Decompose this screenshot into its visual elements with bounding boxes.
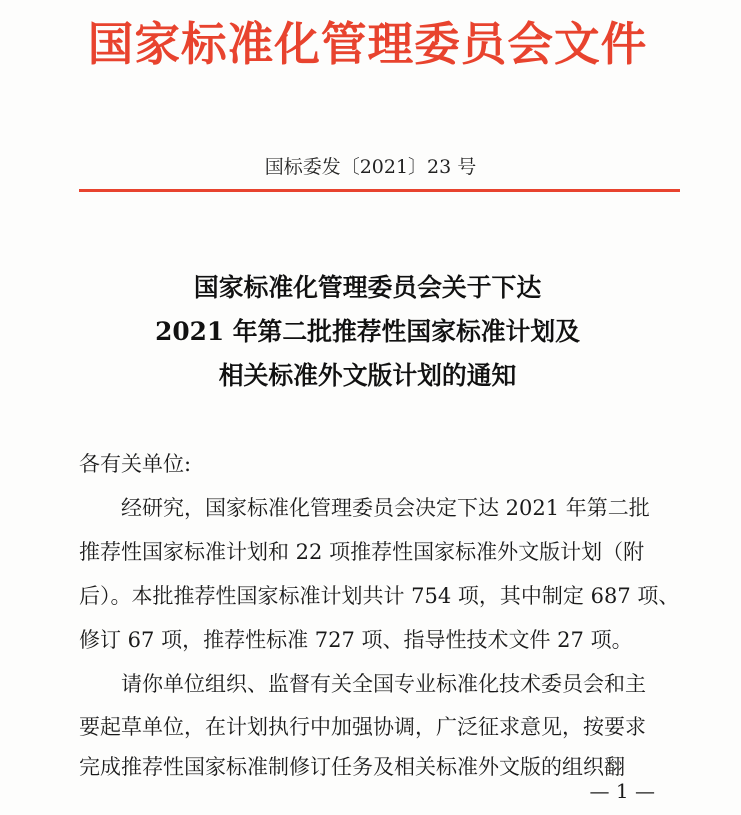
document-number: 国标委发〔2021〕23 号 — [264, 156, 477, 178]
page-number: — 1 — — [589, 779, 655, 803]
document-title — [0, 266, 741, 398]
title-line-2: 2021 年第二批推荐性国家标准计划及 — [155, 317, 580, 346]
title-line-3: 相关标准外文版计划的通知 — [218, 361, 517, 390]
salutation: 各有关单位: — [79, 452, 192, 476]
red-divider-rule — [79, 189, 680, 192]
paragraph-2-line-3: 完成推荐性国家标准制修订任务及相关标准外文版的组织翻 — [79, 755, 625, 779]
issuer-header: 国家标准化管理委员会文件 — [87, 17, 648, 71]
paragraph-1-line-3: 后）。本批推荐性国家标准计划共计 754 项，其中制定 687 项、 — [79, 584, 680, 608]
paragraph-2-line-2: 要起草单位，在计划执行中加强协调，广泛征求意见，按要求 — [79, 715, 646, 739]
paragraph-1-line-1: 经研究，国家标准化管理委员会决定下达 2021 年第二批 — [121, 496, 650, 520]
paragraph-2-line-1: 请你单位组织、监督有关全国专业标准化技术委员会和主 — [121, 672, 646, 696]
paragraph-1-line-4: 修订 67 项，推荐性标准 727 项、指导性技术文件 27 项。 — [79, 628, 633, 652]
paragraph-1-line-2: 推荐性国家标准计划和 22 项推荐性国家标准外文版计划（附 — [79, 540, 645, 564]
title-line-1: 国家标准化管理委员会关于下达 — [193, 273, 542, 302]
